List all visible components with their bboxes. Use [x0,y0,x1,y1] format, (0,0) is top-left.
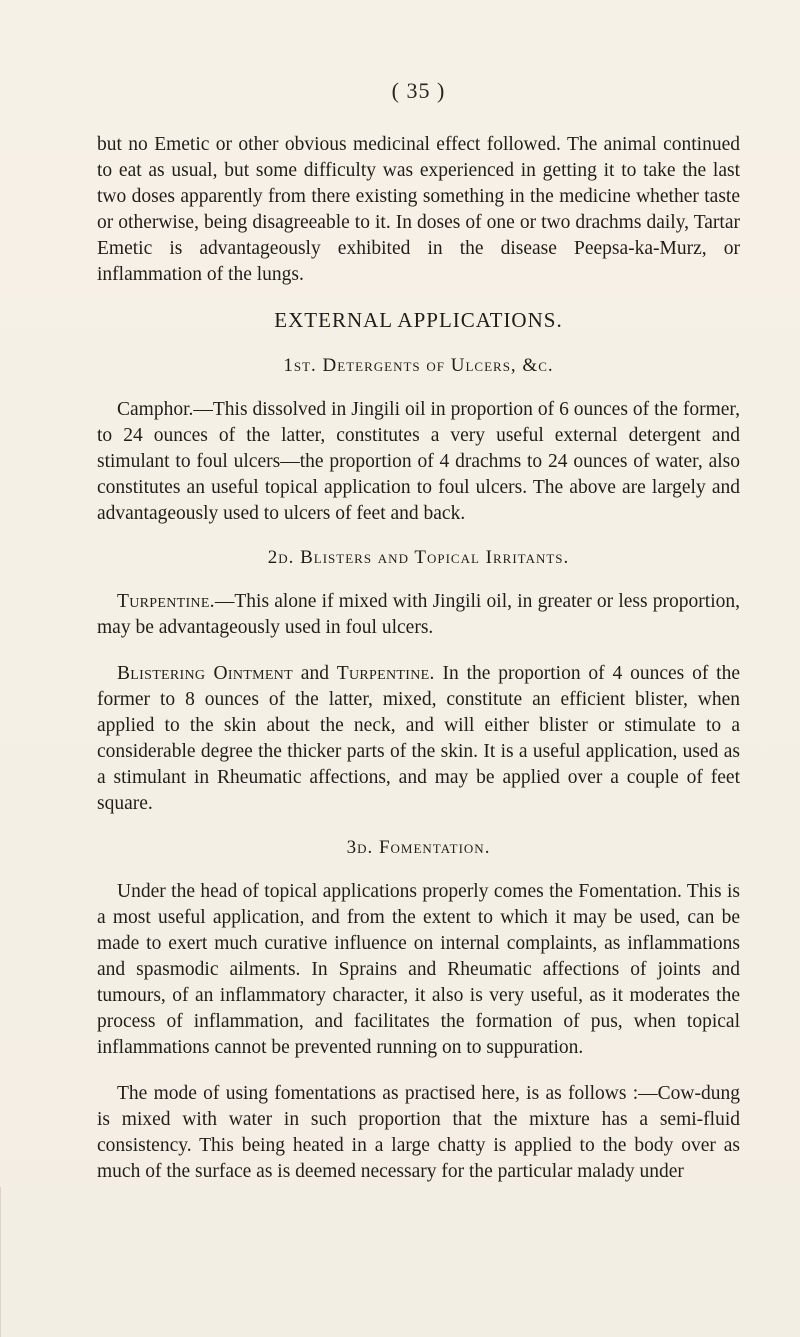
blistering-text: In the proportion of 4 ounces of the former to 8 ounces of the latter, mixed, constitute an efficient blister, when applied to the skin about the neck, and will either blister or stimulate to a considerable degree the thicker parts of the skin. It is a useful application, used as a stimulant in Rheumatic affections, and may be applied over a couple of feet square. [97,663,740,814]
blistering-label: Blistering Ointment [117,663,293,684]
turpentine-paragraph [97,589,740,641]
turpentine-text: —This alone if mixed with Jingili oil, in greater or less proportion, may be advantageously used in foul ulcers. [97,591,740,638]
mode-paragraph: The mode of using fomentations as practised here, is as follows :—Cow-dung is mixed with water in such proportion that the mixture has a semi-fluid consistency. This being heated in a large chatty is applied to the body over as much of the surface as is deemed necessary for the particular malady under [97,1083,740,1182]
intro-paragraph: but no Emetic or other obvious medicinal effect followed. The animal continued to eat as usual, but some difficulty was experienced in getting it to take the last two doses apparently from there existing something in the medicine whether taste or otherwise, being disagreeable to it. In doses of one or two drachms daily, Tartar Emetic is advantageously exhibited in the disease Peepsa-ka-Murz, or inflammation of the lungs. [97,134,740,285]
blistering-label-2: Turpentine. [336,663,435,684]
blistering-and: and [292,663,337,684]
page-edge-mark [0,1187,13,1337]
page-number: ( 35 ) [391,78,446,103]
detergents-subheading: 1st. Detergents of Ulcers, &c. [283,355,554,376]
camphor-paragraph: Camphor.—This dissolved in Jingili oil in proportion of 6 ounces of the former, to 24 ounces of the latter, constitutes a very useful external detergent and stimulant to foul ulcers—the proportion of 4 drachms to 24 ounces of water, also constitutes an useful topical application to foul ulcers. The above are largely and advantageously used to ulcers of feet and back. [97,399,740,524]
external-applications-heading: EXTERNAL APPLICATIONS. [274,308,563,332]
fomentation-subheading: 3d. Fomentation. [346,837,491,858]
fomentation-paragraph: Under the head of topical applications properly comes the Fomentation. This is a most useful application, and from the extent to which it may be used, can be made to exert much curative influence on internal complaints, as inflammations and spasmodic ailments. In Sprains and Rheumatic affections of joints and tumours, of an inflammatory character, it also is very useful, as it moderates the process of inflammation, and facilitates the formation of pus, when topical inflammations cannot be prevented running on to suppuration. [97,881,740,1058]
blisters-subheading: 2d. Blisters and Topical Irritants. [267,547,570,568]
blistering-paragraph [97,661,740,817]
turpentine-label: Turpentine. [117,591,215,612]
